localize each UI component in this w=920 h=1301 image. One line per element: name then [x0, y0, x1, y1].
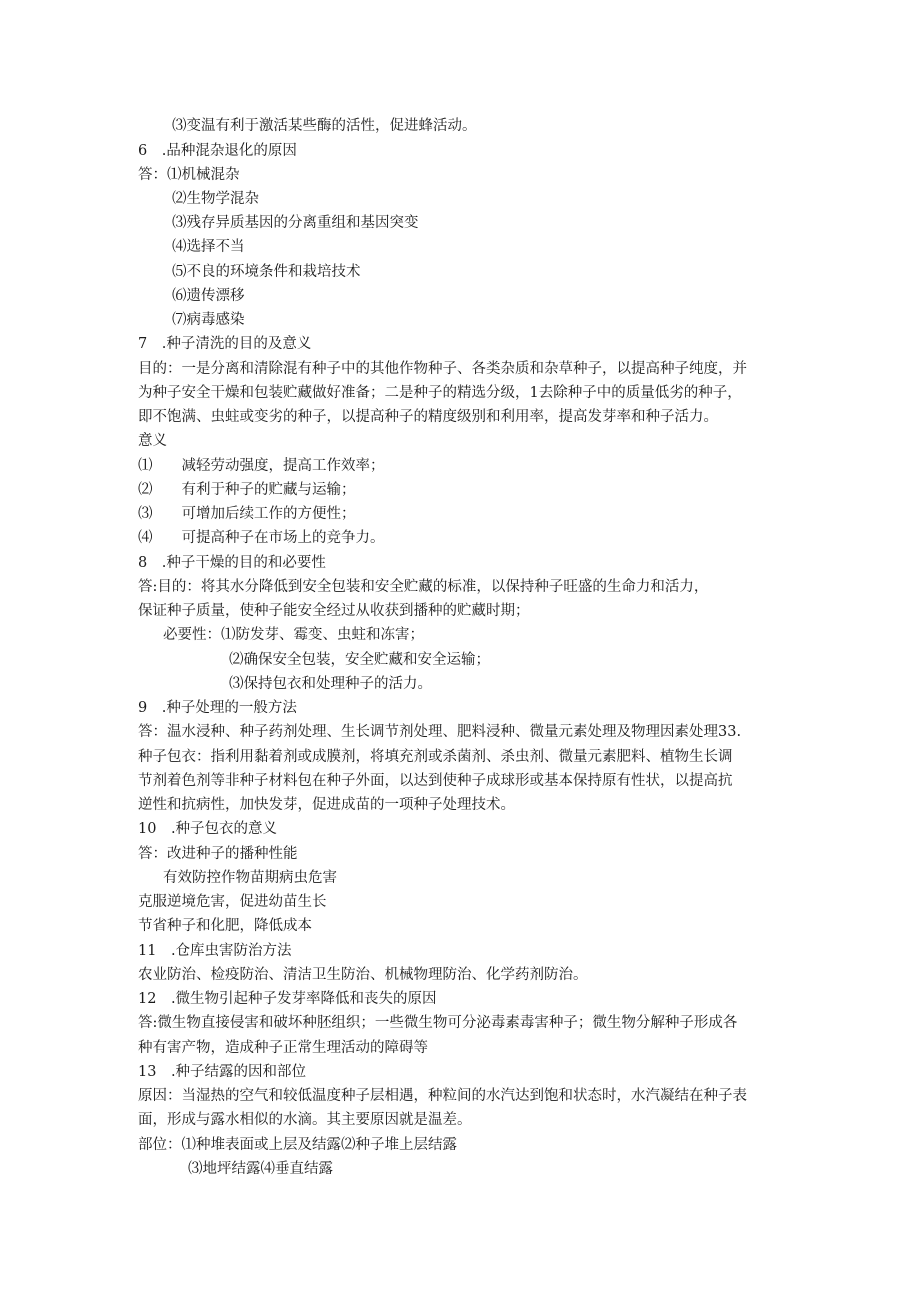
text-line: 节剂着色剂等非种子材料包在种子外面，以达到使种子成球形或基本保持原有性状，以提高抗 [138, 773, 733, 789]
text-line: 答:目的：将其水分降低到安全包装和安全贮藏的标准，以保持种子旺盛的生命力和活力， [138, 579, 709, 595]
text-line: 答:微生物直接侵害和破坏种胚组织；一些微生物可分泌毒素毒害种子；微生物分解种子形成各 [138, 1015, 738, 1031]
text-line: 答：⑴机械混杂 [138, 167, 240, 183]
section-heading: 13 .种子结露的因和部位 [138, 1064, 307, 1080]
text-line: 种子包衣：指利用黏着剂或成膜剂，将填充剂或杀菌剂、杀虫剂、微量元素肥料、植物生长调 [138, 749, 733, 765]
text-line: 答：改进种子的播种性能 [138, 846, 298, 862]
text-line: 原因：当湿热的空气和较低温度种子层相遇，种粒间的水汽达到饱和状态时，水汽凝结在种子表 [138, 1088, 747, 1104]
list-item: ⑴ 减轻劳动强度，提高工作效率； [138, 458, 385, 474]
list-item: ⑶残存异质基因的分离重组和基因突变 [172, 215, 419, 231]
list-item: ⑺病毒感染 [172, 312, 245, 328]
list-item: ⑷选择不当 [172, 239, 245, 255]
text-line: 节省种子和化肥，降低成本 [138, 918, 312, 934]
text-line: 种有害产物，造成种子正常生理活动的障碍等 [138, 1040, 428, 1056]
section-heading: 6 .品种混杂退化的原因 [138, 143, 297, 159]
list-item: ⑵ 有利于种子的贮藏与运输； [138, 482, 356, 498]
list-item: ⑶保持包衣和处理种子的活力。 [229, 676, 432, 692]
text-line: 农业防治、检疫防治、清洁卫生防治、机械物理防治、化学药剂防治。 [138, 967, 588, 983]
text-line: 有效防控作物苗期病虫危害 [163, 870, 337, 886]
text-line: ⑶变温有利于激活某些酶的活性，促进蜂活动。 [172, 118, 477, 134]
list-item: ⑸不良的环境条件和栽培技术 [172, 264, 361, 280]
section-heading: 12 .微生物引起种子发芽率降低和丧失的原因 [138, 991, 437, 1007]
text-line: 必要性：⑴防发芽、霉变、虫蛀和冻害； [163, 627, 424, 643]
list-item: ⑵生物学混杂 [172, 191, 259, 207]
section-heading: 7 .种子清洗的目的及意义 [138, 336, 312, 352]
section-heading: 8 .种子干燥的目的和必要性 [138, 555, 326, 571]
text-line: 为种子安全干燥和包装贮藏做好准备；二是种子的精选分级，1去除种子中的质量低劣的种子， [138, 385, 742, 401]
text-line: 逆性和抗病性，加快发芽，促进成苗的一项种子处理技术。 [138, 797, 515, 813]
text-line: ⑶地坪结露⑷垂直结露 [188, 1161, 333, 1177]
text-line: 即不饱满、虫蛀或变劣的种子，以提高种子的精度级别和利用率，提高发芽率和种子活力。 [138, 409, 718, 425]
text-line: 答：温水浸种、种子药剂处理、生长调节剂处理、肥料浸种、微量元素处理及物理因素处理33. [138, 724, 742, 740]
list-item: ⑷ 可提高种子在市场上的竞争力。 [138, 530, 385, 546]
section-heading: 9 .种子处理的一般方法 [138, 700, 297, 716]
text-line: 保证种子质量，使种子能安全经过从收获到播种的贮藏时期； [138, 603, 530, 619]
list-item: ⑵确保安全包装，安全贮藏和安全运输； [229, 652, 490, 668]
text-line: 面，形成与露水相似的水滴。其主要原因就是温差。 [138, 1112, 472, 1128]
section-heading: 10 .种子包衣的意义 [138, 821, 278, 837]
section-heading: 11 .仓库虫害防治方法 [138, 943, 292, 959]
text-line: 目的：一是分离和清除混有种子中的其他作物种子、各类杂质和杂草种子，以提高种子纯度，并 [138, 361, 747, 377]
list-item: ⑹遗传漂移 [172, 288, 245, 304]
text-line: 意义 [138, 433, 167, 449]
list-item: ⑶ 可增加后续工作的方便性； [138, 506, 356, 522]
text-line: 部位：⑴种堆表面或上层及结露⑵种子堆上层结露 [138, 1137, 457, 1153]
text-line: 克服逆境危害，促进幼苗生长 [138, 894, 327, 910]
